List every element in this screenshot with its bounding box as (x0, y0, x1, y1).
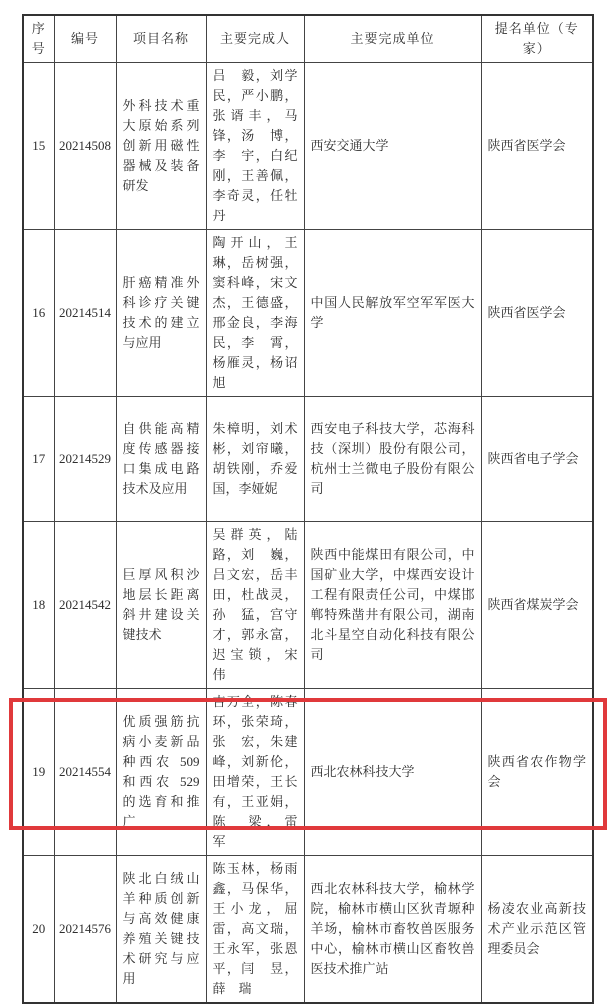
cell-people: 陶开山，王 琳，岳树强，窦科峰，宋文杰，王德盛，邢金良，李海民，李 霄，杨雁灵，杨诏旭 (206, 230, 304, 397)
cell-project: 自供能高精度传感器接口集成电路技术及应用 (116, 397, 206, 522)
cell-seq: 16 (23, 230, 54, 397)
cell-units: 陕西中能煤田有限公司，中国矿业大学，中煤西安设计工程有限责任公司，中煤邯郸特殊凿井有限公司，湖南北斗星空自动化科技有限公司 (304, 522, 481, 689)
cell-project: 优质强筋抗病小麦新品种西农 509 和西农 529 的选育和推广 (116, 689, 206, 856)
cell-project: 外科技术重大原始系列创新用磁性器械及装备研发 (116, 63, 206, 230)
table-row (23, 63, 593, 230)
cell-nominator: 陕西省电子学会 (481, 397, 593, 522)
cell-units: 中国人民解放军空军军医大学 (304, 230, 481, 397)
table-header-row (23, 15, 593, 63)
award-project-table (22, 14, 594, 1004)
cell-people: 吉万全，陈春环，张荣琦，张 宏，朱建峰，刘新伦，田增荣，王长有，王亚娟，陈 梁，雷 军 (206, 689, 304, 856)
table-row (23, 689, 593, 856)
cell-code: 20214508 (54, 63, 116, 230)
cell-nominator: 陕西省医学会 (481, 63, 593, 230)
cell-project: 巨厚风积沙地层长距离斜井建设关键技术 (116, 522, 206, 689)
cell-seq: 18 (23, 522, 54, 689)
cell-units: 西安交通大学 (304, 63, 481, 230)
cell-nominator: 杨凌农业高新技术产业示范区管理委员会 (481, 856, 593, 1004)
cell-code: 20214576 (54, 856, 116, 1004)
cell-nominator: 陕西省煤炭学会 (481, 522, 593, 689)
header-project: 项目名称 (116, 15, 206, 63)
header-people: 主要完成人 (206, 15, 304, 63)
cell-seq: 15 (23, 63, 54, 230)
cell-project: 陕北白绒山羊种质创新与高效健康养殖关键技术研究与应用 (116, 856, 206, 1004)
cell-people: 陈玉林，杨雨鑫，马保华，王小龙，屈 雷，高文瑞，王永军，张恩平，闫 昱，薛 瑞 (206, 856, 304, 1004)
cell-units: 西安电子科技大学，芯海科技（深圳）股份有限公司，杭州士兰微电子股份有限公司 (304, 397, 481, 522)
header-seq: 序号 (23, 15, 54, 63)
cell-code: 20214529 (54, 397, 116, 522)
header-code: 编号 (54, 15, 116, 63)
cell-code: 20214554 (54, 689, 116, 856)
table-row (23, 230, 593, 397)
header-units: 主要完成单位 (304, 15, 481, 63)
cell-seq: 19 (23, 689, 54, 856)
cell-code: 20214542 (54, 522, 116, 689)
cell-project: 肝癌精准外科诊疗关键技术的建立与应用 (116, 230, 206, 397)
cell-code: 20214514 (54, 230, 116, 397)
cell-seq: 17 (23, 397, 54, 522)
table-body (23, 63, 593, 1004)
cell-units: 西北农林科技大学 (304, 689, 481, 856)
table-row (23, 856, 593, 1004)
cell-nominator: 陕西省农作物学会 (481, 689, 593, 856)
cell-seq: 20 (23, 856, 54, 1004)
cell-nominator: 陕西省医学会 (481, 230, 593, 397)
table-row (23, 397, 593, 522)
header-nominator: 提名单位（专家） (481, 15, 593, 63)
cell-units: 西北农林科技大学，榆林学院，榆林市横山区狄青塬种羊场，榆林市畜牧兽医服务中心，榆林市横山区畜牧兽医技术推广站 (304, 856, 481, 1004)
cell-people: 吴群英，陆 路，刘 巍，吕文宏，岳丰田，杜战灵，孙 猛，宫守才，郭永富，迟宝锁，宋 伟 (206, 522, 304, 689)
cell-people: 朱樟明，刘术彬，刘帘曦，胡铁刚，乔爱国，李娅妮 (206, 397, 304, 522)
cell-people: 吕 毅，刘学民，严小鹏，张谞丰，马 锋，汤 博，李 宇，白纪刚，王善佩，李奇灵，任牡丹 (206, 63, 304, 230)
table-row (23, 522, 593, 689)
